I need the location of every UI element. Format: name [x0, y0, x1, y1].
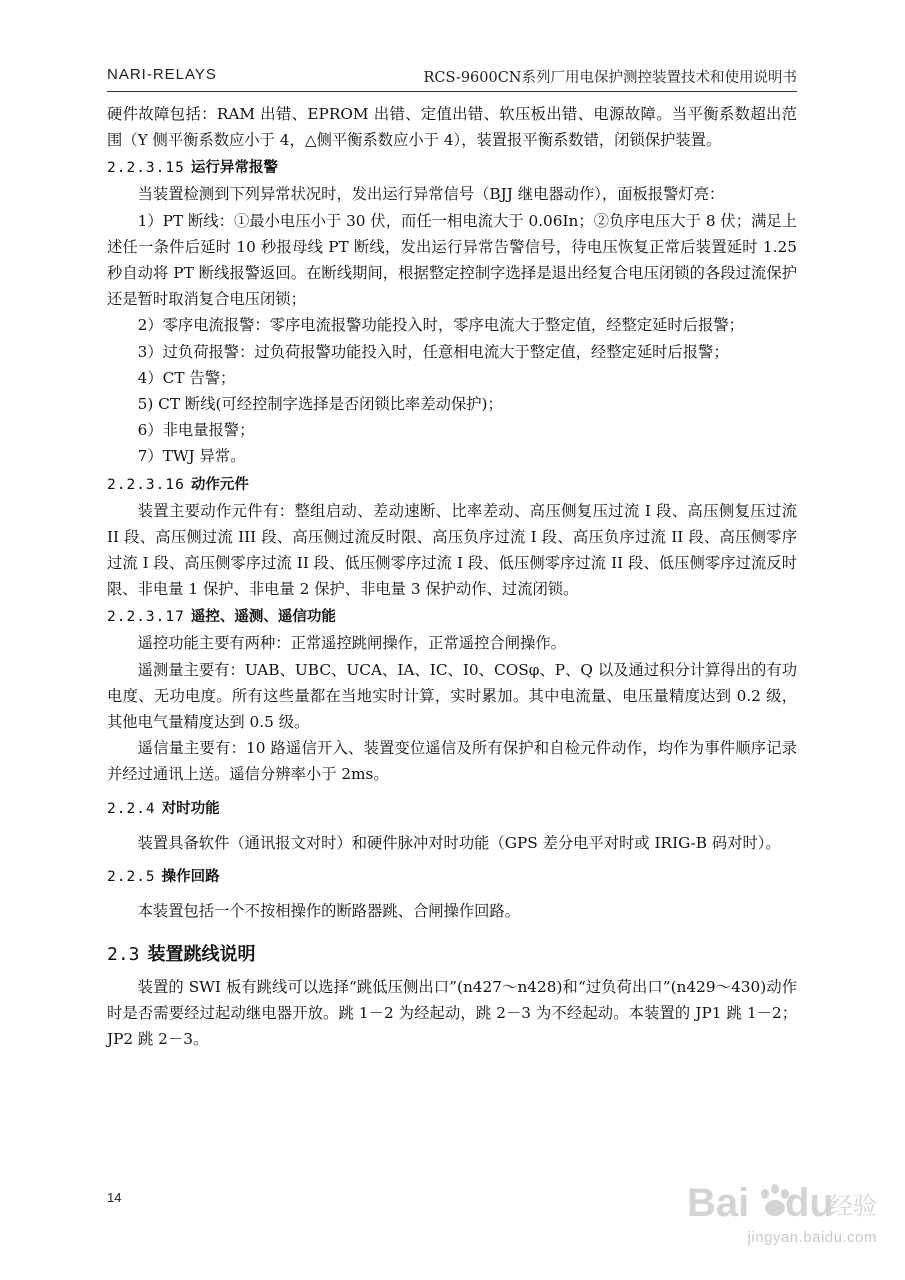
alarm-item-2: 2）零序电流报警：零序电流报警功能投入时，零序电流大于整定值，经整定延时后报警； [137, 316, 744, 335]
section-number: 2.2.5 [107, 868, 156, 885]
section-title: 对时功能 [161, 800, 220, 817]
section-number: 2.2.3.16 [107, 476, 185, 493]
section-2-3-heading [107, 940, 797, 970]
action-elements-paragraph: 装置主要动作元件有：整组启动、差动速断、比率差动、高压侧复压过流 I 段、高压侧复压过流 II 段、高压侧过流 III 段、高压侧过流反时限、高压负序过流 I 段、高压负序过流 II 段、高压侧零序过流 I 段、高压侧零序过流 II 段、低压侧零序过流 I 段、低压侧零序过流 II 段、低压侧零序过流反时限、非电量 1 保护、非电量 2 保护、非电量 3 保护动作、过流闭锁。 [107, 501, 797, 599]
page-body [107, 101, 797, 1053]
intro-paragraph: 硬件故障包括：RAM 出错、EPROM 出错、定值出错、软压板出错、电源故障。当平衡系数超出范围（Y 侧平衡系数应小于 4，△侧平衡系数应小于 4），装置报平衡系数错，闭锁保护装置。 [107, 105, 797, 150]
section-number: 2.2.3.17 [107, 609, 185, 626]
logo-text-cn: 经验 [829, 1192, 877, 1220]
alarm-item-5: 5) CT 断线(可经控制字选择是否闭锁比率差动保护)； [137, 395, 503, 414]
section-2-2-5-heading [107, 864, 797, 890]
alarm-item-1: 1）PT 断线：①最小电压小于 30 伏，而任一相电流大于 0.06In；②负序电压大于 8 伏；满足上述任一条件后延时 10 秒报母线 PT 断线，发出运行异常告警信号，待电压恢复正常后装置延时 1.25 秒自动将 PT 断线报警返回。在断线期间，根据整定控制字选择是退出经复合电压闭锁的各段过流保护还是暂时取消复合电压闭锁； [107, 211, 797, 309]
section-number: 2.2.4 [107, 800, 156, 817]
section-number: 2.2.3.15 [107, 160, 185, 177]
header-brand: NARI-RELAYS [107, 66, 217, 83]
alarm-item-6: 6）非电量报警； [137, 421, 255, 440]
time-sync-paragraph: 装置具备软件（通讯报文对时）和硬件脉冲对时功能（GPS 差分电平对时或 IRIG-B 码对时）。 [137, 833, 781, 852]
section-title: 运行异常报警 [190, 160, 278, 177]
remote-measure-paragraph: 遥测量主要有：UAB、UBC、UCA、IA、IC、I0、COSφ、P、Q 以及通过积分计算得出的有功电度、无功电度。所有这些量都在当地实时计算，实时累加。其中电流量、电压量精度达到 0.2 级，其他电气量精度达到 0.5 级。 [107, 660, 797, 732]
section-2-2-3-15-heading [107, 155, 797, 181]
alarm-item-7: 7）TWJ 异常。 [137, 447, 246, 466]
section-2-2-3-16-heading [107, 472, 797, 498]
alarm-lead-paragraph: 当装置检测到下列异常状况时，发出运行异常信号（BJJ 继电器动作），面板报警灯亮： [137, 185, 725, 204]
section-2-2-4-heading [107, 796, 797, 822]
page-header [107, 64, 797, 90]
alarm-item-4: 4）CT 告警； [137, 368, 236, 387]
remote-control-paragraph: 遥控功能主要有两种：正常遥控跳闸操作，正常遥控合闸操作。 [137, 634, 566, 653]
section-title: 操作回路 [161, 868, 220, 885]
remote-signal-paragraph: 遥信量主要有：10 路遥信开入、装置变位遥信及所有保护和自检元件动作，均作为事件顺序记录并经过通讯上送。遥信分辨率小于 2ms。 [107, 739, 797, 784]
header-divider [107, 91, 797, 92]
page-number: 14 [107, 1190, 122, 1205]
operation-circuit-paragraph: 本装置包括一个不按相操作的断路器跳、合闸操作回路。 [137, 901, 521, 920]
section-2-2-3-17-heading [107, 604, 797, 630]
baidu-logo-icon [687, 1176, 877, 1226]
watermark-url: jingyan.baidu.com [747, 1229, 877, 1246]
logo-text-left: Bai [687, 1181, 750, 1225]
jumper-paragraph: 装置的 SWI 板有跳线可以选择“跳低压侧出口”(n427～n428)和“过负荷出口”(n429～430)动作时是否需要经过起动继电器开放。跳 1－2 为经起动，跳 2－3 为不经起动。本装置的 JP1 跳 1－2；JP2 跳 2－3。 [107, 978, 797, 1049]
alarm-item-3: 3）过负荷报警：过负荷报警功能投入时，任意相电流大于整定值，经整定延时后报警； [137, 342, 729, 361]
section-title: 动作元件 [190, 476, 249, 493]
section-title: 装置跳线说明 [147, 944, 256, 966]
section-number: 2.3 [107, 944, 140, 966]
baidu-jingyan-watermark [627, 1166, 877, 1246]
logo-text-right: du [785, 1181, 834, 1225]
header-document-title: RCS-9600CN系列厂用电保护测控装置技术和使用说明书 [423, 70, 797, 86]
section-title: 遥控、遥测、遥信功能 [190, 609, 336, 626]
